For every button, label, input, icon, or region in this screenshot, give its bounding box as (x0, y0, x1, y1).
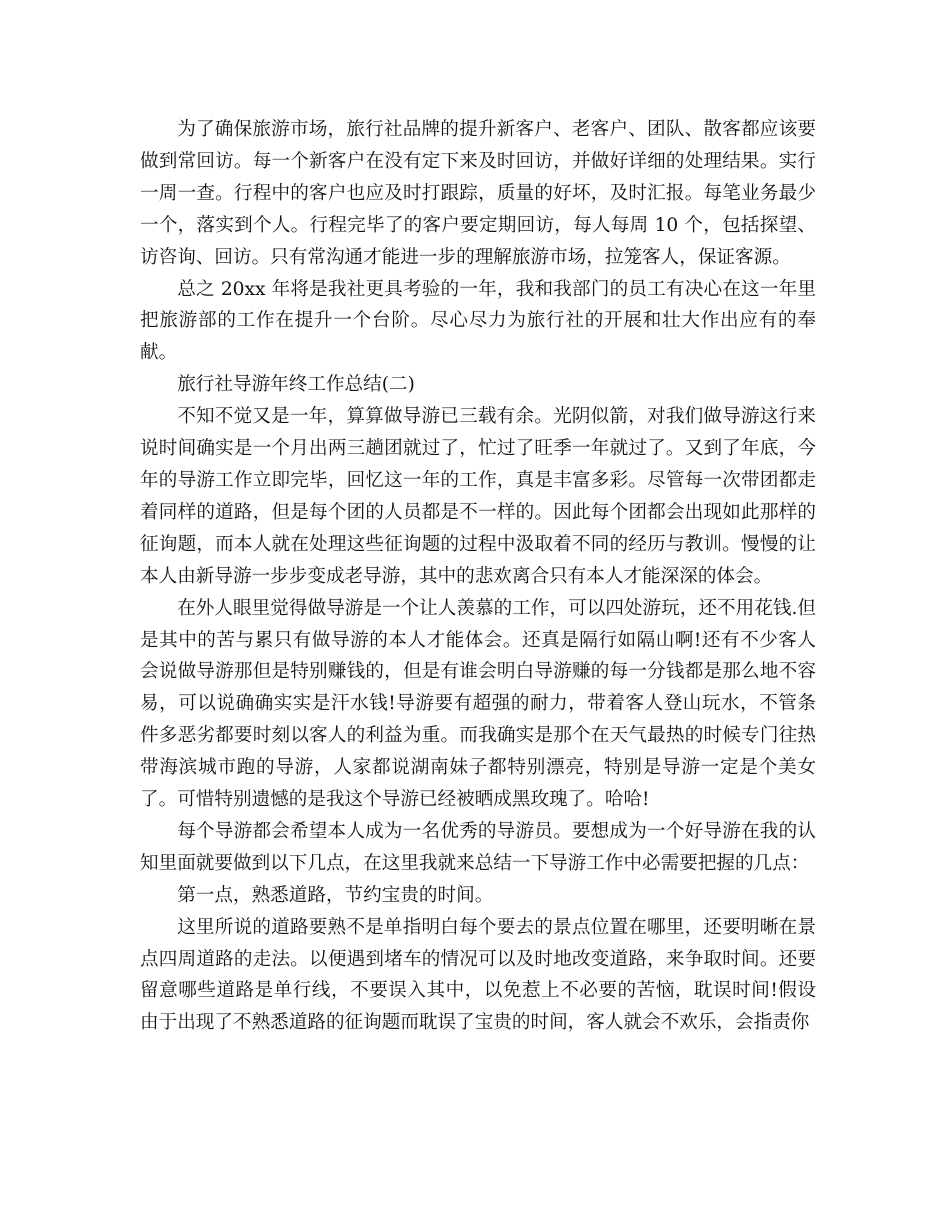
paragraph-6: 这里所说的道路要熟不是单指明白每个要去的景点位置在哪里，还要明晰在景点四周道路的走法。以便遇到堵车的情况可以及时地改变道路，来争取时间。还要留意哪些道路是单行线，不要误入其中，以免惹上不必要的苦恼，耽误时间!假设由于出现了不熟悉道路的征询题而耽误了宝贵的时间，客人就会不欢乐，会指责你 (140, 916, 816, 1034)
document-body (140, 114, 816, 1039)
paragraph-3: 不知不觉又是一年，算算做导游已三载有余。光阴似箭，对我们做导游这行来说时间确实是一个月出两三趟团就过了，忙过了旺季一年就过了。又到了年底，今年的导游工作立即完毕，回忆这一年的工作，真是丰富多彩。尽管每一次带团都走着同样的道路，但是每个团的人员都是不一样的。因此每个团都会出现如此那样的征询题，而本人就在处理这些征询题的过程中汲取着不同的经历与教训。慢慢的让本人由新导游一步步变成老导游，其中的悲欢离合只有本人才能深深的体会。 (140, 406, 816, 587)
paragraph-5: 每个导游都会希望本人成为一名优秀的导游员。要想成为一个好导游在我的认知里面就要做到以下几点，在这里我就来总结一下导游工作中必需要把握的几点： (140, 820, 816, 874)
paragraph-4: 在外人眼里觉得做导游是一个让人羡慕的工作，可以四处游玩，还不用花钱.但是其中的苦与累只有做导游的本人才能体会。还真是隔行如隔山啊!还有不少客人会说做导游那但是特别赚钱的，但是有谁会明白导游赚的每一分钱都是那么地不容易，可以说确确实实是汗水钱!导游要有超强的耐力，带着客人登山玩水，不管条件多恶劣都要时刻以客人的利益为重。而我确实是那个在天气最热的时候专门往热带海滨城市跑的导游，人家都说湖南妹子都特别漂亮，特别是导游一定是个美女了。可惜特别遗憾的是我这个导游已经被晒成黑玫瑰了。哈哈! (140, 597, 816, 811)
paragraph-2: 总之 20xx 年将是我社更具考验的一年，我和我部门的员工有决心在这一年里把旅游部的工作在提升一个台阶。尽心尽力为旅行社的开展和壮大作出应有的奉献。 (140, 278, 816, 364)
section-heading: 旅行社导游年终工作总结(二) (177, 374, 415, 396)
paragraph-1: 为了确保旅游市场，旅行社品牌的提升新客户、老客户、团队、散客都应该要做到常回访。每一个新客户在没有定下来及时回访，并做好详细的处理结果。实行一周一查。行程中的客户也应及时打跟踪，质量的好坏，及时汇报。每笔业务最少一个，落实到个人。行程完毕了的客户要定期回访，每人每周 10 个，包括探望、访咨询、回访。只有常沟通才能进一步的理解旅游市场，拉笼客人，保证客源。 (140, 119, 816, 268)
point-heading-1: 第一点，熟悉道路，节约宝贵的时间。 (177, 884, 494, 906)
